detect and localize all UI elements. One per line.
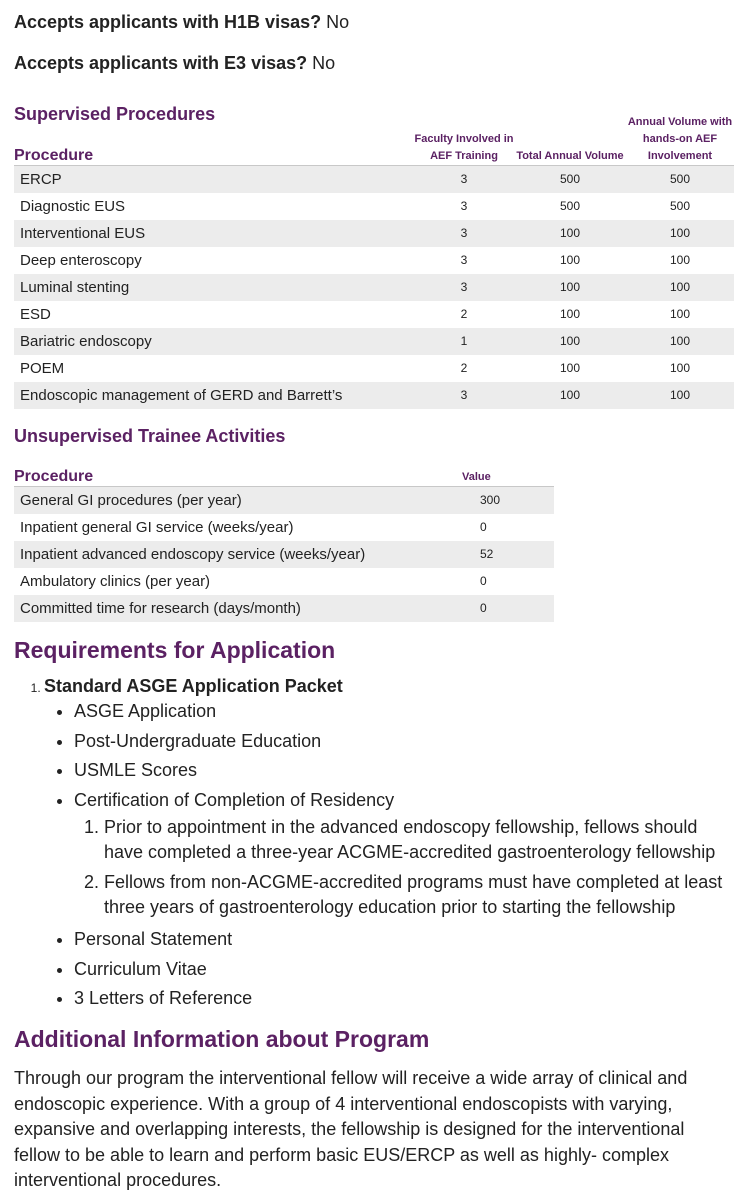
additional-heading: Additional Information about Program <box>14 1026 430 1052</box>
req-item: • ASGE Application <box>74 697 734 727</box>
cell-total: 500 <box>514 165 626 193</box>
cell-procedure: Luminal stenting <box>14 274 414 301</box>
table-row <box>14 220 734 247</box>
packet-item <box>44 676 734 1014</box>
cell-faculty: 2 <box>460 307 468 321</box>
supervised-col-procedure: Procedure <box>14 112 414 165</box>
visa-h1b-answer: No <box>326 12 350 32</box>
cell-procedure: Committed time for research (days/month) <box>14 595 426 622</box>
cell-faculty: 3 <box>460 199 468 213</box>
cell-annual: 100 <box>669 253 691 267</box>
packet-title: Standard ASGE Application Packet <box>44 676 343 696</box>
supervised-table <box>14 112 734 409</box>
cell-value: 0 <box>480 520 487 534</box>
cell-procedure: General GI procedures (per year) <box>14 486 426 514</box>
req-item: • USMLE Scores <box>74 756 734 786</box>
cell-faculty: 3 <box>414 382 514 409</box>
req-item: • Post-Undergraduate Education <box>74 727 734 757</box>
requirements-heading: Requirements for Application <box>14 637 336 663</box>
table-row <box>14 328 734 355</box>
cell-value: 0 <box>426 595 554 622</box>
visa-e3-answer: No <box>312 53 336 73</box>
unsupervised-table <box>14 460 554 622</box>
supervised-col-total: Total Annual Volume <box>514 112 626 165</box>
cell-faculty: 3 <box>414 165 514 193</box>
cell-total: 100 <box>559 361 581 375</box>
cell-annual: 100 <box>626 274 734 301</box>
cell-procedure: Ambulatory clinics (per year) <box>20 572 211 590</box>
req-item <box>74 786 734 921</box>
visa-e3 <box>14 53 335 74</box>
unsupervised-col-procedure: Procedure <box>14 460 426 486</box>
req-item-label: Certification of Completion of Residency <box>74 789 395 810</box>
unsupervised-col-value: Value <box>426 460 554 486</box>
cell-total: 100 <box>514 382 626 409</box>
cell-value: 52 <box>426 541 554 568</box>
cell-procedure: POEM <box>20 359 65 377</box>
req-item: • 3 Letters of Reference <box>74 984 734 1014</box>
table-row <box>14 568 554 595</box>
cell-faculty: 2 <box>460 361 468 375</box>
req-sub-item: 1. Prior to appointment in the advanced endoscopy fellowship, fellows should have completed a three-year ACGME-accredited gastroenterology fellowship <box>104 815 734 865</box>
table-row <box>14 274 734 301</box>
table-row <box>14 595 554 622</box>
cell-faculty: 3 <box>414 220 514 247</box>
cell-procedure: Inpatient general GI service (weeks/year) <box>20 518 294 536</box>
table-row <box>14 301 734 328</box>
requirements-list <box>14 676 734 1014</box>
cell-procedure: Interventional EUS <box>14 220 414 247</box>
cell-total: 500 <box>559 199 581 213</box>
cell-faculty: 1 <box>414 328 514 355</box>
cell-procedure: Deep enteroscopy <box>20 251 142 269</box>
cell-annual: 100 <box>669 361 691 375</box>
cell-procedure: Diagnostic EUS <box>20 197 126 215</box>
cell-annual: 100 <box>626 220 734 247</box>
table-row <box>14 165 734 193</box>
supervised-col-faculty: Faculty Involved in AEF Training <box>414 112 514 165</box>
cell-annual: 500 <box>626 165 734 193</box>
table-row <box>14 355 734 382</box>
cell-total: 100 <box>514 328 626 355</box>
cell-annual: 500 <box>669 199 691 213</box>
req-sub-item: 2. Fellows from non-ACGME-accredited programs must have completed at least three years of gastroenterology education prior to starting the fellowship <box>104 870 734 920</box>
cell-procedure: Bariatric endoscopy <box>14 328 414 355</box>
table-row <box>14 193 734 220</box>
table-row <box>14 486 554 514</box>
table-row <box>14 514 554 541</box>
visa-h1b-question: Accepts applicants with H1B visas? <box>14 12 322 32</box>
cell-value: 300 <box>426 486 554 514</box>
visa-e3-question: Accepts applicants with E3 visas? <box>14 53 308 73</box>
cell-procedure: ESD <box>20 305 51 323</box>
cell-total: 100 <box>514 274 626 301</box>
supervised-col-annual: Annual Volume with hands-on AEF Involvement <box>626 112 734 165</box>
cell-faculty: 3 <box>460 253 468 267</box>
cell-faculty: 3 <box>414 274 514 301</box>
additional-text: Through our program the interventional fellow will receive a wide array of clinical and endoscopic experience. With a group of 4 interventional endoscopists with varying, expansive and overlapping interests, the fellowship is designed for the interventional fellow to be able to learn and perform basic EUS/ERCP as well as highly- complex interventional procedures. <box>14 1068 688 1190</box>
cell-total: 100 <box>559 253 581 267</box>
cell-procedure: Inpatient advanced endoscopy service (weeks/year) <box>14 541 426 568</box>
cell-annual: 100 <box>669 307 691 321</box>
req-item: • Personal Statement <box>74 925 734 955</box>
unsupervised-heading: Unsupervised Trainee Activities <box>14 426 286 446</box>
table-row <box>14 541 554 568</box>
cell-annual: 100 <box>626 328 734 355</box>
cell-total: 100 <box>559 307 581 321</box>
visa-h1b <box>14 12 349 33</box>
table-row <box>14 247 734 274</box>
cell-annual: 100 <box>626 382 734 409</box>
cell-procedure: ERCP <box>14 165 414 193</box>
cell-total: 100 <box>514 220 626 247</box>
table-row <box>14 382 734 409</box>
req-item: • Curriculum Vitae <box>74 955 734 985</box>
cell-procedure: Endoscopic management of GERD and Barrett’s <box>14 382 414 409</box>
supervised-heading: Supervised Procedures <box>14 104 216 124</box>
cell-value: 0 <box>480 574 487 588</box>
